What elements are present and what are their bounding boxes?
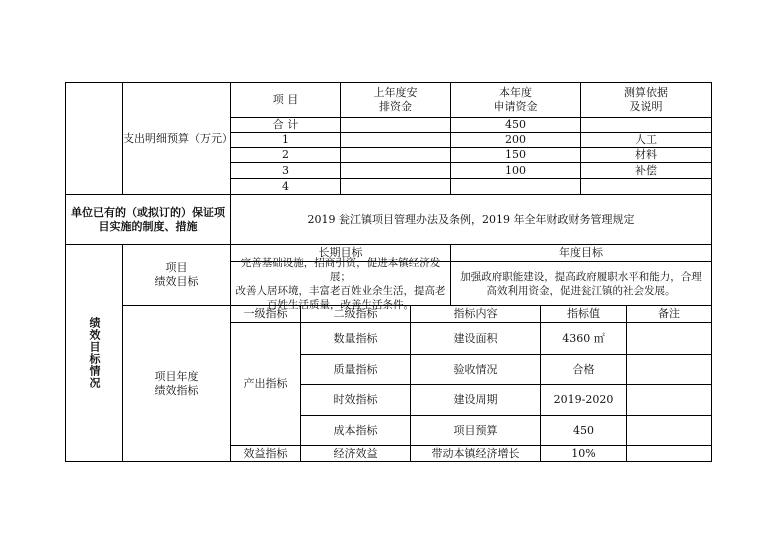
header-project: 项 目 [230,82,340,117]
indicator-value: 合格 [540,354,626,384]
output-indicator-label: 产出指标 [230,322,300,445]
budget-row-last [340,132,450,147]
indicator-content: 建设周期 [410,384,540,415]
budget-row-item: 2 [230,147,340,162]
budget-row-amount: 100 [450,162,580,178]
indicator-remark [626,415,712,445]
annual-text: 加强政府职能建设，提高政府履职水平和能力，合理 高效利用资金，促进瓮江镇的社会发展。 [450,261,712,305]
indicator-content: 项目预算 [410,415,540,445]
long-term-text: 完善基础设施，招商引资，促进本镇经济发展； 改善人居环境，丰富老百姓业余生活，提高老 百姓生活质量，改善生活条件。 [230,261,450,305]
budget-row-amount: 200 [450,132,580,147]
indicator-remark [626,384,712,415]
indicator-value: 10% [540,445,626,462]
indicator-level2: 时效指标 [300,384,410,415]
annual-indicator-label: 项目年度 绩效指标 [122,305,230,462]
budget-row-amount [450,178,580,194]
indicator-header-content: 指标内容 [410,305,540,322]
budget-row-item: 合 计 [230,117,340,132]
budget-row-note [580,117,712,132]
indicator-header-value: 指标值 [540,305,626,322]
project-goal-label: 项目 绩效目标 [122,244,230,305]
indicator-remark [626,322,712,354]
system-label: 单位已有的（或拟订的）保证项 目实施的制度、措施 [65,194,230,244]
system-content: 2019 瓮江镇项目管理办法及条例，2019 年全年财政财务管理规定 [230,194,712,244]
annual-label: 年度目标 [450,244,712,261]
budget-row-last [340,147,450,162]
budget-row-item: 3 [230,162,340,178]
performance-section-label: 绩效目标情况 [65,244,122,462]
indicator-remark [626,445,712,462]
budget-row-last [340,162,450,178]
long-term-label: 长期目标 [230,244,450,261]
budget-row-amount: 450 [450,117,580,132]
budget-row-amount: 150 [450,147,580,162]
indicator-level2: 成本指标 [300,415,410,445]
indicator-value: 2019-2020 [540,384,626,415]
indicator-header-remark: 备注 [626,305,712,322]
indicator-level2: 数量指标 [300,322,410,354]
benefit-indicator-label: 效益指标 [230,445,300,462]
budget-row-item: 1 [230,132,340,147]
indicator-content: 验收情况 [410,354,540,384]
indicator-remark [626,354,712,384]
indicator-value: 4360 ㎡ [540,322,626,354]
budget-row-note: 补偿 [580,162,712,178]
indicator-content: 建设面积 [410,322,540,354]
indicator-level2: 经济效益 [300,445,410,462]
budget-row-note: 材料 [580,147,712,162]
indicator-content: 带动本镇经济增长 [410,445,540,462]
budget-row-note: 人工 [580,132,712,147]
budget-row-item: 4 [230,178,340,194]
indicator-header-level1: 一级指标 [230,305,300,322]
budget-row-note [580,178,712,194]
indicator-level2: 质量指标 [300,354,410,384]
header-last-year: 上年度安 排资金 [340,82,450,117]
header-this-year: 本年度 申请资金 [450,82,580,117]
indicator-header-level2: 二级指标 [300,305,410,322]
indicator-value: 450 [540,415,626,445]
budget-row-last [340,178,450,194]
header-basis: 测算依据 及说明 [580,82,712,117]
budget-section-label: 支出明细预算（万元） [122,82,230,194]
budget-row-last [340,117,450,132]
budget-left-blank [65,82,122,194]
